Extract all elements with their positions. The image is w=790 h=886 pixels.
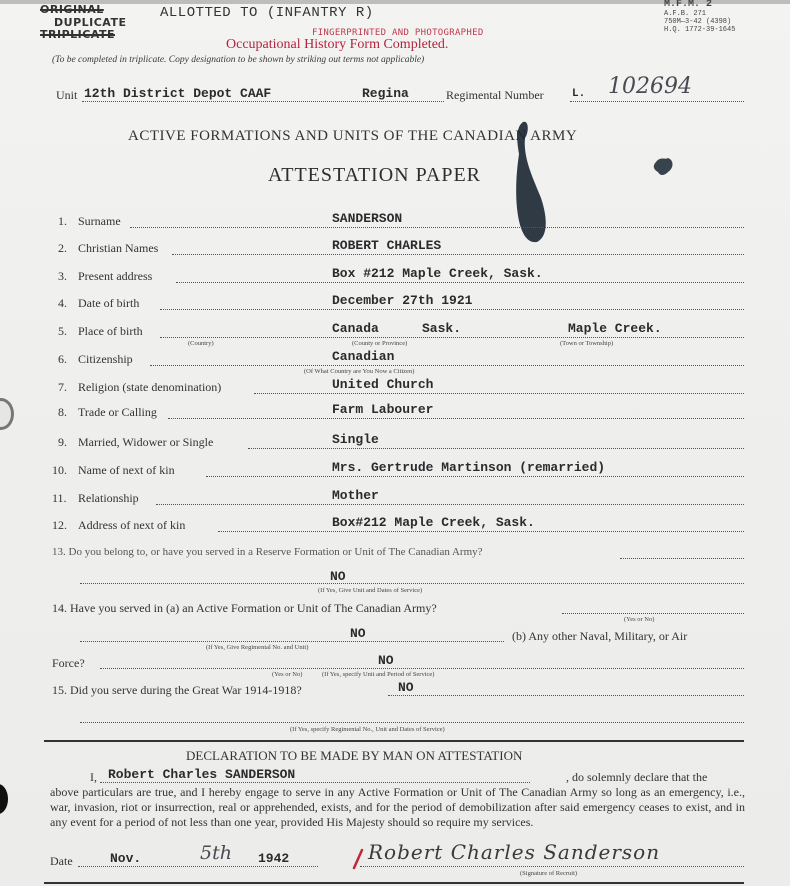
location-value: Regina: [362, 86, 409, 101]
declaration-prefix: I,: [90, 770, 97, 784]
field-value: Mrs. Gertrude Martinson (remarried): [332, 460, 606, 475]
declaration-name-leader: [100, 782, 530, 783]
answer-leader: [80, 583, 744, 584]
question-leader: [620, 558, 744, 559]
field-number: 10.: [52, 463, 67, 477]
field-number: 9.: [58, 435, 67, 449]
answer-a-hint: (If Yes, Give Regimental No. and Unit): [206, 644, 309, 651]
subtitle: ACTIVE FORMATIONS AND UNITS OF THE CANADIAN ARMY: [128, 128, 578, 144]
form-code-afb: A.F.B. 271: [664, 10, 707, 18]
answer-hint: (If Yes, Give Unit and Dates of Service): [318, 587, 423, 594]
field-leader: [218, 531, 744, 532]
date-month: Nov.: [110, 851, 142, 866]
regimental-number: 102694: [608, 74, 692, 99]
hint-citizenship: (Of What Country are You Now a Citizen): [304, 368, 415, 375]
field-value: Box #212 Maple Creek, Sask.: [332, 266, 543, 281]
field-label: Trade or Calling: [78, 405, 157, 419]
field-label: Address of next of kin: [78, 518, 186, 532]
field-value: ROBERT CHARLES: [332, 238, 442, 253]
declaration-body: above particulars are true, and I hereby engage to serve in any Active Formation or Unit of The Canadian Army so long as an emergency, i.e., war, invasion, riot or insurrection, real or apprehended, exists, and for the period of demobilization after said emergency ceases to exist, and in any event for a period of not less than one year, provided His Majesty should so require my services.: [50, 785, 745, 829]
field-value: Single: [332, 432, 379, 447]
field-value: Box#212 Maple Creek, Sask.: [332, 515, 535, 530]
declaration-heading: DECLARATION TO BE MADE BY MAN ON ATTESTATION: [186, 748, 523, 763]
form-code-hq: H.Q. 1772-39-1645: [664, 26, 736, 34]
field-value: Farm Labourer: [332, 402, 434, 417]
recruit-signature: Robert Charles Sanderson: [368, 840, 661, 864]
field-leader: [150, 365, 744, 366]
field-leader: [176, 282, 744, 283]
unit-leader: [82, 101, 444, 102]
regimental-leader: [570, 101, 744, 102]
regimental-number-label: Regimental Number: [446, 88, 544, 102]
field-leader: [254, 393, 744, 394]
field-label: Relationship: [78, 491, 139, 505]
punch-hole-bottom: [0, 784, 8, 814]
field-label: Religion (state denomination): [78, 380, 222, 394]
date-leader: [78, 866, 318, 867]
question-text: 14. Have you served in (a) an Active Formation or Unit of The Canadian Army?: [52, 601, 437, 615]
hint-town-township: (Town or Township): [560, 340, 614, 347]
field-value: December 27th 1921: [332, 293, 473, 308]
allotted-to: ALLOTTED TO (INFANTRY R): [160, 5, 374, 21]
field-number: 6.: [58, 352, 67, 366]
signature-hint: (Signature of Recruit): [520, 870, 578, 877]
triplicate-instruction: (To be completed in triplicate. Copy designation to be shown by striking out terms not applicable): [52, 55, 425, 65]
declaration-line1-suffix: , do solemnly declare that the: [566, 770, 708, 784]
field-label: Christian Names: [78, 241, 159, 255]
answer-b-value: NO: [378, 653, 394, 668]
force-label: Force?: [52, 656, 85, 670]
field-number: 2.: [58, 241, 67, 255]
answer-hint: (If Yes, specify Regimental No., Unit and Dates of Service): [290, 726, 445, 733]
field-label: Present address: [78, 269, 153, 283]
field-leader: [206, 476, 744, 477]
question-leader: [562, 613, 744, 614]
ink-blot-small: [652, 156, 676, 178]
field-leader: [168, 418, 744, 419]
signature-leader: [360, 866, 744, 867]
hint-county-province: (County or Province): [352, 340, 408, 347]
field-leader: [156, 504, 744, 505]
page-title: ATTESTATION PAPER: [268, 164, 482, 186]
ink-blot-large: [505, 118, 565, 248]
answer-b-leader: [100, 668, 744, 669]
form-code-mfm: M.F.M. 2: [664, 0, 713, 10]
section-divider: [44, 740, 744, 742]
answer-a-leader: [80, 641, 504, 642]
field-label: Married, Widower or Single: [78, 435, 214, 449]
hint-b-yes-no: (Yes or No): [272, 671, 303, 678]
field-value-country: Canada: [332, 321, 379, 336]
field-value-town: Maple Creek.: [568, 321, 662, 336]
field-label: Name of next of kin: [78, 463, 175, 477]
form-code-print: 750M—3-42 (4398): [664, 18, 732, 26]
declaration-name: Robert Charles SANDERSON: [108, 767, 296, 782]
answer-a-value: NO: [350, 626, 366, 641]
field-value: United Church: [332, 377, 434, 392]
punch-hole-top: [0, 398, 14, 430]
copy-original: ORIGINAL: [40, 3, 104, 16]
copy-triplicate: TRIPLICATE: [40, 28, 115, 41]
field-label: Surname: [78, 214, 121, 228]
date-year: 1942: [258, 851, 290, 866]
field-number: 1.: [58, 214, 67, 228]
stamp-occupational-history: Occupational History Form Completed.: [226, 37, 449, 52]
question-leader: [388, 695, 744, 696]
field-number: 4.: [58, 296, 67, 310]
field-number: 5.: [58, 324, 67, 338]
field-number: 3.: [58, 269, 67, 283]
bottom-divider: [44, 882, 744, 884]
unit-value: 12th District Depot CAAF: [84, 86, 272, 101]
regimental-prefix: L.: [572, 88, 586, 100]
unit-label: Unit: [56, 88, 78, 102]
question-b-text: (b) Any other Naval, Military, or Air: [512, 629, 688, 643]
field-label: Date of birth: [78, 296, 140, 310]
field-number: 7.: [58, 380, 67, 394]
copy-duplicate: DUPLICATE: [54, 16, 127, 29]
answer-value: NO: [330, 569, 346, 584]
field-number: 11.: [52, 491, 67, 505]
field-number: 8.: [58, 405, 67, 419]
field-label: Place of birth: [78, 324, 143, 338]
hint-country: (Country): [188, 340, 214, 347]
answer-leader: [80, 722, 744, 723]
field-label: Citizenship: [78, 352, 133, 366]
question-text: 15. Did you serve during the Great War 1914-1918?: [52, 683, 302, 697]
field-leader: [160, 337, 744, 338]
question-text: 13. Do you belong to, or have you served in a Reserve Formation or Unit of The Canadian Army?: [52, 546, 483, 558]
answer-b-hint: (If Yes, specify Unit and Period of Service): [322, 671, 435, 678]
field-leader: [172, 254, 744, 255]
hint-yes-no: (Yes or No): [624, 616, 655, 623]
field-leader: [160, 309, 744, 310]
field-number: 12.: [52, 518, 67, 532]
field-leader: [248, 448, 744, 449]
form-codes: [664, 0, 735, 34]
field-value: Mother: [332, 488, 379, 503]
field-leader: [130, 227, 744, 228]
field-value-province: Sask.: [422, 321, 462, 336]
field-value: SANDERSON: [332, 211, 403, 226]
date-day: 5th: [200, 842, 232, 864]
date-label: Date: [50, 854, 73, 868]
answer-value: NO: [398, 680, 414, 695]
field-value: Canadian: [332, 349, 395, 364]
stamp-fingerprinted: FINGERPRINTED AND PHOTOGRAPHED: [312, 28, 484, 38]
